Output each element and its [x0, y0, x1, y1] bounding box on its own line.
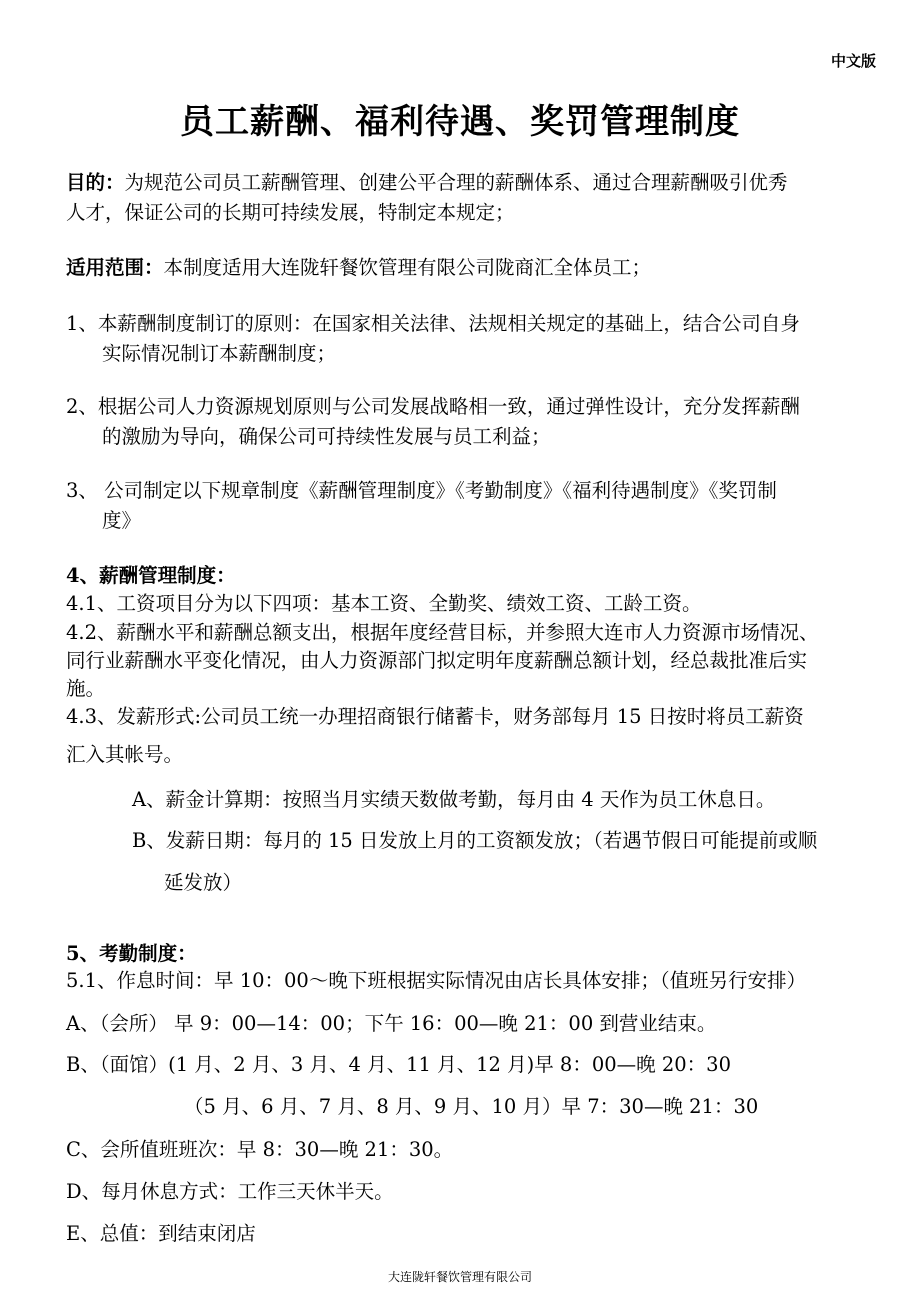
- version-label: 中文版: [830, 53, 876, 70]
- section-4-2-line-1: 4.2、薪酬水平和薪酬总额支出，根据年度经营目标，并参照大连市人力资源市场情况、: [66, 621, 819, 644]
- purpose-label: 目的：: [66, 171, 125, 194]
- section-4-2-line-3: 施。: [66, 677, 106, 700]
- principle-1-line-1: 1、本薪酬制度制订的原则：在国家相关法律、法规相关规定的基础上，结合公司自身: [66, 312, 800, 335]
- section-4-heading: 4、薪酬管理制度：: [66, 564, 236, 587]
- section-5-item-c: C、会所值班班次：早 8：30—晚 21：30。: [66, 1138, 454, 1161]
- section-4-item-b-line-1: B、发薪日期：每月的 15 日发放上月的工资额发放；（若遇节假日可能提前或顺: [132, 829, 818, 852]
- section-5-item-e: E、总值：到结束闭店: [66, 1222, 256, 1245]
- footer-company: 大连陇轩餐饮管理有限公司: [387, 1270, 532, 1284]
- section-5-heading: 5、考勤制度：: [66, 942, 197, 965]
- principle-2-line-2: 的激励为导向，确保公司可持续性发展与员工利益；: [102, 425, 551, 448]
- section-4-item-a: A、薪金计算期：按照当月实绩天数做考勤，每月由 4 天作为员工休息日。: [132, 788, 776, 811]
- principle-3-line-2: 度》: [102, 509, 142, 532]
- section-4-item-b-line-2: 延发放）: [164, 871, 243, 894]
- principle-2-line-1: 2、根据公司人力资源规划原则与公司发展战略相一致，通过弹性设计，充分发挥薪酬: [66, 395, 800, 418]
- document-title: 员工薪酬、福利待遇、奖罚管理制度: [180, 102, 740, 142]
- section-4-2-line-2: 同行业薪酬水平变化情况，由人力资源部门拟定明年度薪酬总额计划，经总裁批准后实: [66, 649, 808, 672]
- principle-3-line-1: 3、 公司制定以下规章制度《薪酬管理制度》《考勤制度》《福利待遇制度》《奖罚制: [66, 479, 777, 502]
- section-5-item-a: A、（会所） 早 9：00—14：00；下午 16：00—晚 21：00 到营业结束。: [66, 1012, 717, 1035]
- section-5-1: 5.1、作息时间：早 10：00～晚下班根据实际情况由店长具体安排；（值班另行安排）: [66, 969, 807, 992]
- scope-text: 本制度适用大连陇轩餐饮管理有限公司陇商汇全体员工；: [163, 256, 652, 279]
- section-4-1: 4.1、工资项目分为以下四项：基本工资、全勤奖、绩效工资、工龄工资。: [66, 592, 702, 615]
- section-5-item-b-line-1: B、（面馆）(1 月、2 月、3 月、4 月、11 月、12 月)早 8：00—晚 20：30: [66, 1053, 731, 1076]
- section-5-item-b-line-2: （5 月、6 月、7 月、8 月、9 月、10 月）早 7：30—晚 21：30: [184, 1095, 759, 1118]
- section-5-item-d: D、每月休息方式：工作三天休半天。: [66, 1180, 394, 1203]
- principle-1-line-2: 实际情况制订本薪酬制度；: [102, 342, 337, 365]
- purpose-text: 为规范公司员工薪酬管理、创建公平合理的薪酬体系、通过合理薪酬吸引优秀: [124, 171, 788, 194]
- scope-label: 适用范围：: [66, 256, 164, 279]
- section-4-3-line-1: 4.3、发薪形式:公司员工统一办理招商银行储蓄卡，财务部每月 15 日按时将员工薪资: [66, 705, 804, 728]
- scope-paragraph: [66, 253, 651, 283]
- purpose-line-1: [66, 168, 788, 198]
- section-4-3-line-2: 汇入其帐号。: [66, 743, 184, 766]
- purpose-line-2: 人才，保证公司的长期可持续发展，特制定本规定；: [66, 201, 515, 224]
